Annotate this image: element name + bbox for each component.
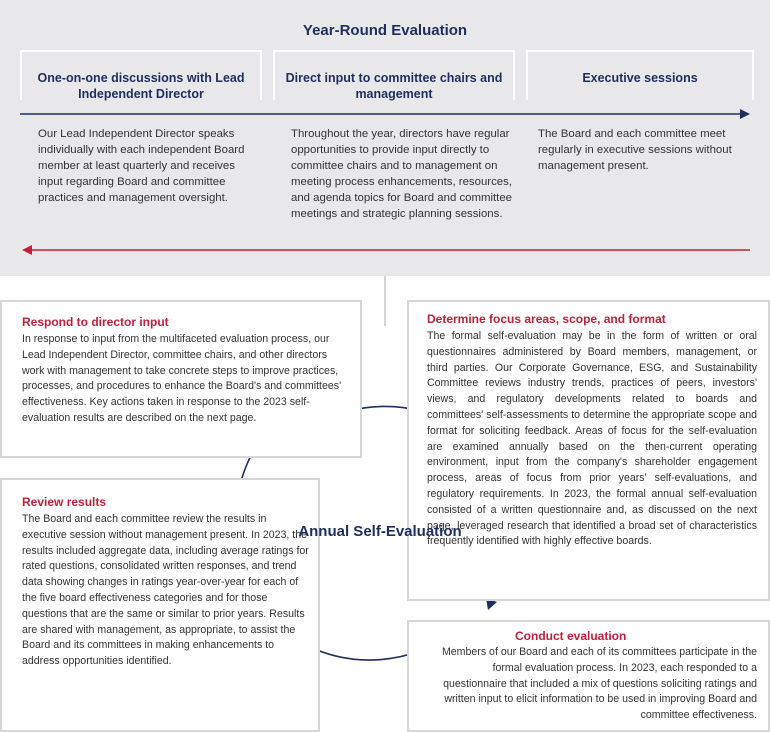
column-text-committee-input: Throughout the year, directors have regular opportunities to provide input directly to committee chairs and to management on meeting process enhancements, resources, and agenda topics for Board and committee meetings and strategic planning sessions. [291, 128, 512, 220]
column-heading-lead-director: One-on-one discussions with Lead Independent Director [20, 50, 262, 100]
step-text-respond: In response to input from the multifaceted evaluation process, our Lead Independent Director, committee chairs, and other directors work with management to take concrete steps to improve practices, processes, and procedures to enhance the Board's and committees' effectiveness. Key actions taken in response to the 2023 self-evaluation results are described on the next page. [22, 333, 342, 424]
step-title-determine: Determine focus areas, scope, and format [427, 312, 666, 326]
step-text-review: The Board and each committee review the results in executive session without management present. In 2023, the results included aggregate data, including average ratings for rated questions, consolidated written responses, and trend data showing changes in ratings year-over-year for each of the five board effectiveness categories and for those questions that are the same or similar to prior years. Results are shared with management, as appropriate, to assist the Board and its committees in making enhancements to address opportunities identified. [22, 513, 309, 668]
step-title-conduct: Conduct evaluation [515, 629, 627, 643]
column-text-lead-director: Our Lead Independent Director speaks individually with each independent Board member at least quarterly and receives input regarding Board and committee practices and management oversight. [38, 128, 245, 204]
step-text-conduct: Members of our Board and each of its committees participate in the formal evaluation process. In 2023, each responded to a questionnaire that included a mix of questions soliciting ratings and written input to elicit information to be used in improving Board and committee effectiveness. [441, 646, 757, 722]
column-text-executive-sessions: The Board and each committee meet regularly in executive sessions without management present. [538, 128, 732, 172]
column-heading-committee-input: Direct input to committee chairs and management [273, 50, 515, 100]
column-heading-executive-sessions: Executive sessions [526, 50, 754, 100]
step-title-respond: Respond to director input [22, 315, 169, 329]
step-title-review: Review results [22, 495, 107, 509]
step-text-determine: The formal self-evaluation may be in the form of written or oral questionnaires administered by Board members, management, or third parties. Our Corporate Governance, ESG, and Sustainability Committee reviews industry trends, practices of peers, investors' views, and regulatory developments related to boards and committees' self-assessments to determine the appropriate scope and format for soliciting feedback. Areas of focus for the self-evaluation are examined annually based on the then-current operating environment, input from the company's shareholder engagement process, areas of focus from prior years' self-evaluations, and regulatory requirements. In 2023, the formal annual self-evaluation consisted of a written questionnaire and, as discussed on the next page, leveraged research that identified a broad set of characteristics frequently identified with highly effective boards. [427, 330, 757, 548]
return-arrow-head [22, 245, 32, 255]
forward-arrow-head [740, 109, 750, 119]
year-round-title: Year-Round Evaluation [302, 22, 468, 39]
cycle-center-label: Annual Self-Evaluation [298, 523, 462, 540]
